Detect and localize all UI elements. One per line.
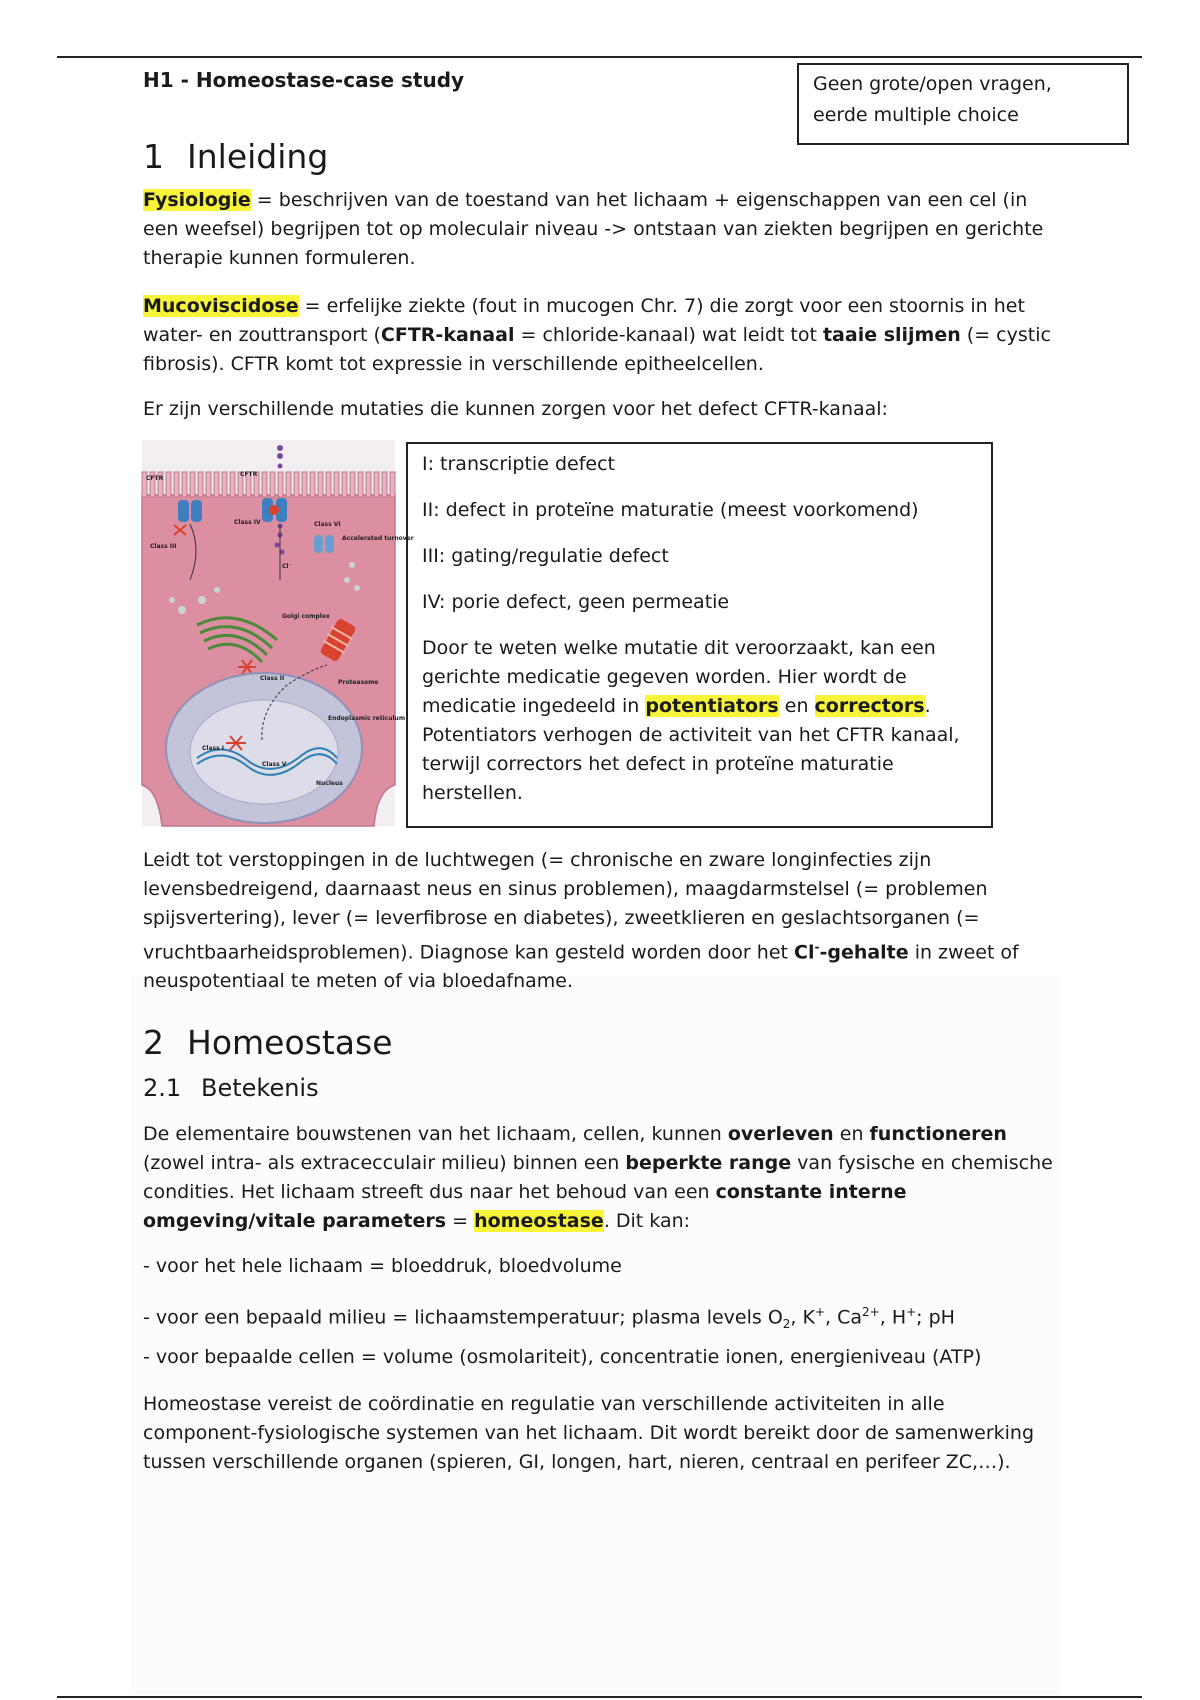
cftr-mutation-figure [142, 440, 414, 826]
chloride-charge: - [814, 940, 820, 954]
intro-bold-constante: constante interne omgeving/vitale parameters [143, 1181, 907, 1232]
muco-bold-cftr: CFTR-kanaal [380, 324, 515, 346]
label-nucleus: Nucleus [316, 780, 343, 787]
subsection-heading-betekenis [143, 1072, 319, 1104]
section-heading-homeostase [143, 1023, 393, 1063]
document-title: H1 - Homeostase-case study [143, 68, 465, 92]
intro-text-1: De elementaire bouwstenen van het lichaam, cellen, kunnen [143, 1123, 728, 1145]
intro-text-4: van fysische en chemische condities. Het lichaam streeft dus naar het behoud van een [143, 1152, 1053, 1203]
mutation-class-4: IV: porie defect, geen permeatie [422, 591, 730, 613]
milieu-text-3: , Ca [825, 1306, 863, 1329]
milieu-text-2: , K [790, 1306, 815, 1329]
chloride-bold: Cl [794, 941, 815, 964]
muco-bold-slijmen: taaie slijmen [822, 324, 961, 346]
section-title: Inleiding [187, 137, 329, 176]
hydrogen-charge: + [906, 1305, 917, 1319]
section-number: 1 [143, 137, 164, 176]
potassium-charge: + [814, 1305, 826, 1319]
label-endoplasmic-reticulum: Endoplasmic reticulum [328, 715, 406, 722]
subsection-number: 2.1 [143, 1074, 182, 1102]
label-chloride: Cl⁻ [282, 563, 292, 570]
medication-paragraph [422, 634, 977, 808]
term-correctors: correctors [814, 695, 925, 717]
label-class4: Class IV [234, 519, 261, 526]
top-rule [57, 56, 1142, 58]
label-accelerated-turnover: Accelerated turnover [342, 535, 414, 542]
bullet-bepaald-milieu [143, 1298, 1063, 1339]
note-line-2: eerde multiple choice [813, 104, 1019, 126]
label-class1: Class I [202, 745, 224, 752]
term-mucoviscidose: Mucoviscidose [143, 295, 299, 317]
term-homeostase: homeostase [474, 1210, 604, 1232]
note-line-1: Geen grote/open vragen, [813, 73, 1052, 95]
intro-text-5: = [446, 1210, 475, 1232]
intro-text-2: en [833, 1123, 870, 1145]
mutations-intro: Er zijn verschillende mutaties die kunnen zorgen voor het defect CFTR-kanaal: [143, 398, 888, 420]
label-class5: Class V [262, 761, 287, 768]
consequences-text-2: in zweet of neuspotentiaal te meten of via bloedafname. [143, 941, 1019, 993]
term-potentiators: potentiators [645, 695, 779, 717]
medication-text-3: . Potentiators verhogen de activiteit van het CFTR kanaal, terwijl correctors het defect in proteïne maturatie herstellen. [422, 695, 960, 804]
consequences-text-1: Leidt tot verstoppingen in de luchtwegen (= chronische en zware longinfecties zijn levensbedreigend, daarnaast neus en sinus problemen), maagdarmstelsel (= problemen spijsvertering), lever (= leverfibrose en diabetes), zweetklieren en geslachtsorganen (= vruchtbaarheidsproblemen). Diagnose kan gesteld worden door het [143, 849, 988, 964]
muco-text-2: = chloride-kanaal) wat leidt tot [514, 324, 823, 346]
exam-note-box [797, 63, 1129, 145]
label-proteasome: Proteasome [338, 679, 379, 686]
bullet-bepaalde-cellen: - voor bepaalde cellen = volume (osmolariteit), concentratie ionen, energieniveau (ATP) [143, 1346, 982, 1368]
muco-text-3: (= cystic fibrosis). CFTR komt tot expressie in verschillende epitheelcellen. [143, 324, 1051, 375]
section-title: Homeostase [187, 1023, 393, 1062]
consequences-paragraph [143, 846, 1063, 996]
fysiologie-paragraph [143, 186, 1063, 273]
section-heading-inleiding [143, 137, 328, 177]
section-number: 2 [143, 1023, 164, 1062]
intro-bold-functioneren: functioneren [869, 1123, 1007, 1145]
muco-text-1: = erfelijke ziekte (fout in mucogen Chr. 7) die zorgt voor een stoornis in het water- en zouttransport ( [143, 295, 1025, 346]
label-class2: Class II [260, 675, 285, 682]
intro-text-6: . Dit kan: [603, 1210, 691, 1232]
label-cftr-2: CFTR [240, 471, 258, 478]
milieu-text-5: ; pH [916, 1306, 955, 1329]
intro-bold-overleven: overleven [727, 1123, 834, 1145]
homeostase-closing-paragraph: Homeostase vereist de coördinatie en regulatie van verschillende activiteiten in alle component-fysiologische systemen van het lichaam. Dit wordt bereikt door de samenwerking tussen verschillende organen (spieren, GI, longen, hart, nieren, centraal en perifeer ZC,…). [143, 1393, 1035, 1473]
mutation-class-3: III: gating/regulatie defect [422, 545, 669, 567]
cell-illustration [142, 440, 414, 826]
intro-text-3: (zowel intra- als extracecculair milieu) binnen een [143, 1152, 626, 1174]
fysiologie-text: = beschrijven van de toestand van het lichaam + eigenschappen van een cel (in een weefsel) begrijpen tot op moleculair niveau -> ontstaan van ziekten begrijpen en gerichte therapie kunnen formuleren. [143, 189, 1044, 269]
mutation-class-2: II: defect in proteïne maturatie (meest voorkomend) [422, 499, 919, 521]
subsection-title: Betekenis [201, 1074, 319, 1102]
label-class6: Class VI [314, 521, 341, 528]
homeostase-intro-paragraph [143, 1120, 1063, 1236]
calcium-charge: 2+ [862, 1305, 880, 1319]
label-golgi: Golgi complex [282, 613, 330, 620]
intro-bold-range: beperkte range [625, 1152, 792, 1174]
milieu-text-1: - voor een bepaald milieu = lichaamstemperatuur; plasma levels O [143, 1306, 783, 1329]
milieu-text-4: , H [879, 1306, 907, 1329]
oxygen-subscript: 2 [782, 1317, 791, 1332]
nucleus [166, 673, 362, 823]
label-class3: Class III [150, 543, 177, 550]
label-cftr-1: CFTR [146, 475, 164, 482]
medication-text-2: en [778, 695, 815, 717]
mutation-classes-box [406, 442, 993, 828]
medication-text-1: Door te weten welke mutatie dit veroorzaakt, kan een gerichte medicatie gegeven worden. Hier wordt de medicatie ingedeeld in [422, 637, 936, 717]
bullet-hele-lichaam: - voor het hele lichaam = bloeddruk, bloedvolume [143, 1255, 622, 1277]
term-fysiologie: Fysiologie [143, 189, 251, 211]
bottom-rule [57, 1696, 1142, 1698]
mucoviscidose-paragraph [143, 292, 1063, 379]
mutation-class-1: I: transcriptie defect [422, 453, 615, 475]
gehalte-bold: -gehalte [819, 941, 909, 964]
